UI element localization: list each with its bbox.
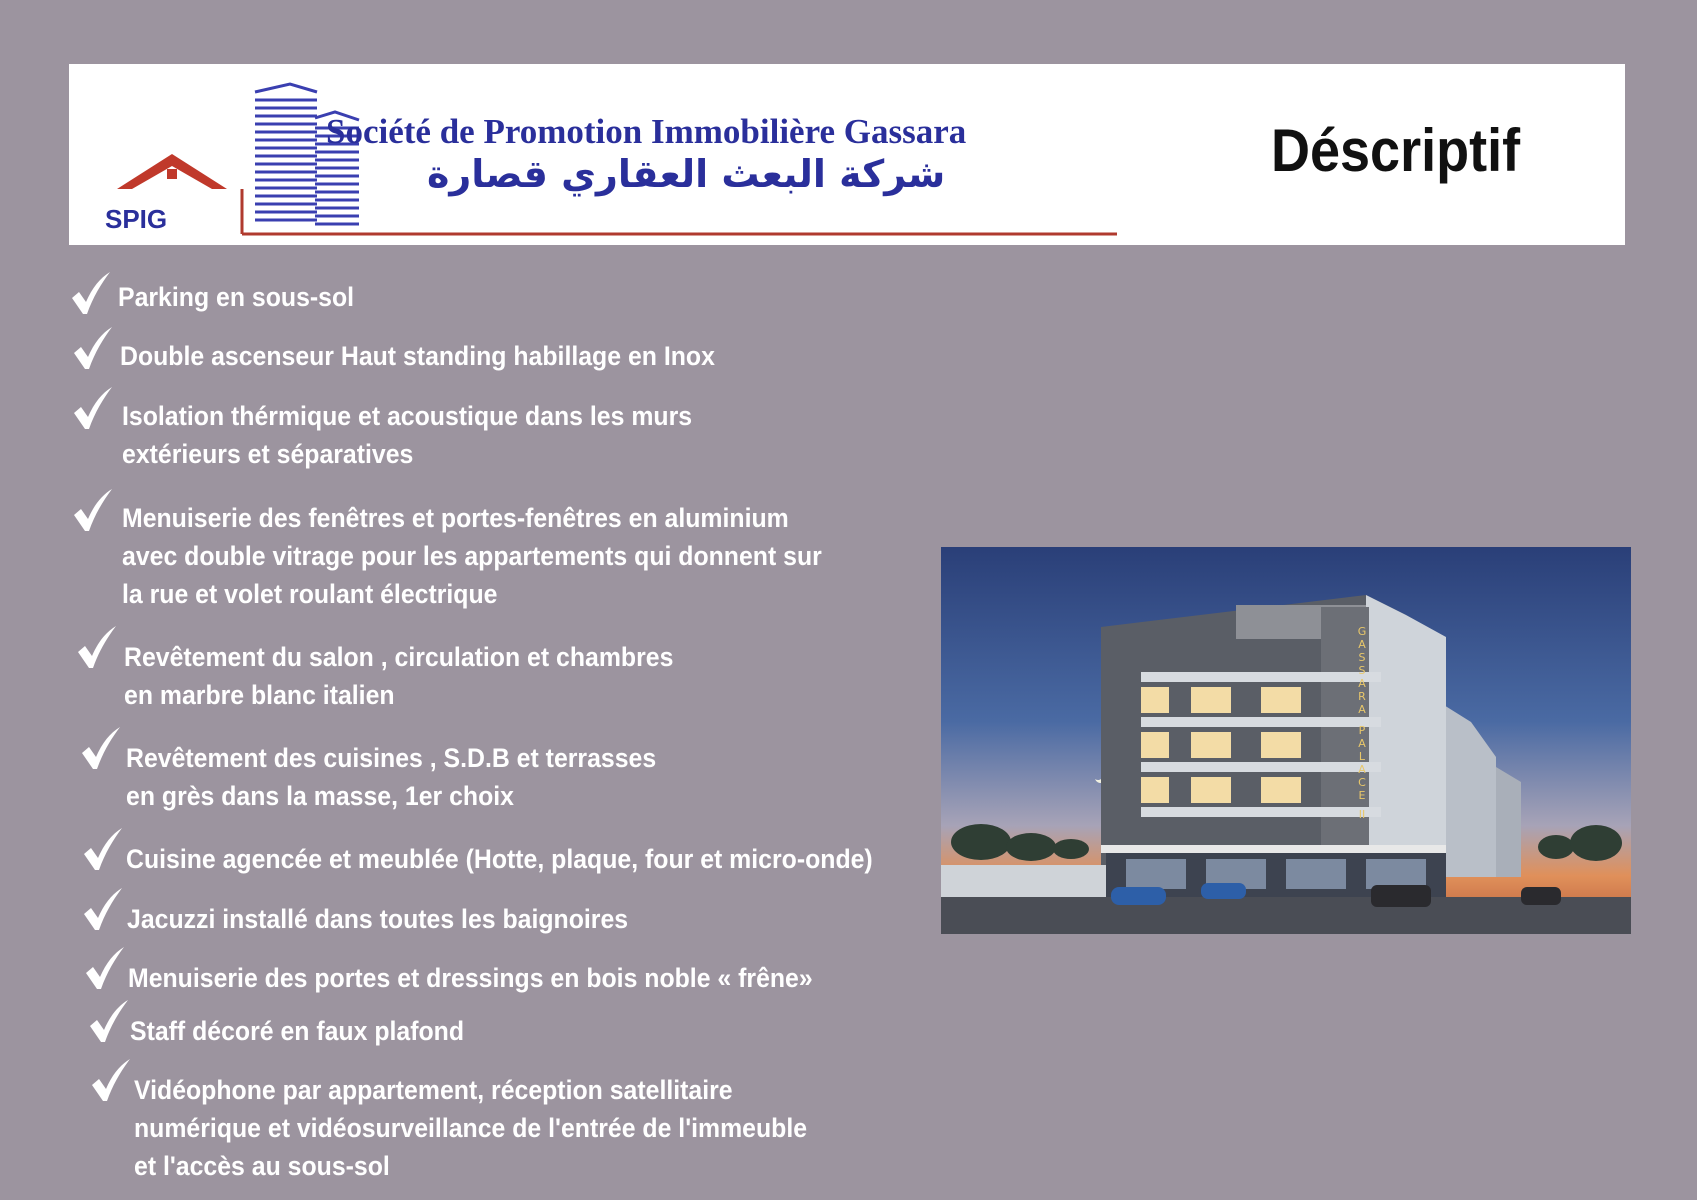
company-name-fr: Société de Promotion Immobilière Gassara [326,112,967,151]
feature-line: en marbre blanc italien [124,680,395,710]
feature-line: Revêtement du salon , circulation et chambres [124,642,674,672]
checkmark-icon [82,826,124,872]
sign-letter: G [1357,625,1367,638]
sign-letter: C [1358,776,1366,789]
feature-line: Jacuzzi installé dans toutes les baignoires [127,904,629,934]
logo-text: SPIG [105,204,168,234]
checkmark-icon [84,945,126,991]
feature-line: avec double vitrage pour les appartements qui donnent sur [122,541,822,571]
feature-line: Menuiserie des fenêtres et portes-fenêtres en aluminium [122,503,789,533]
sign-letter: S [1358,651,1366,664]
feature-line: Double ascenseur Haut standing habillage en Inox [120,341,715,371]
checkmark-icon [70,270,112,316]
checkmark-icon [72,325,114,371]
sign-letter: A [1358,737,1366,750]
page-title: Déscriptif [1271,117,1521,184]
feature-line: Revêtement des cuisines , S.D.B et terrasses [126,743,657,773]
feature-line: la rue et volet roulant électrique [122,579,498,609]
checkmark-icon [82,886,124,932]
feature-line: Isolation thérmique et acoustique dans les murs [122,401,693,431]
building-rendering [941,547,1631,934]
building-sign [1355,625,1369,821]
building-photo [941,547,1631,934]
sign-letter: A [1358,703,1366,716]
checkmark-icon [72,487,114,533]
sign-letter: A [1358,638,1366,651]
checkmark-icon [88,998,130,1044]
sign-letter: L [1358,750,1366,763]
sign-letter: P [1358,724,1366,737]
checkmark-icon [80,725,122,771]
feature-list [70,0,930,1200]
feature-line: et l'accès au sous-sol [134,1151,390,1181]
feature-line: Staff décoré en faux plafond [130,1016,465,1046]
sign-letter: A [1358,677,1366,690]
checkmark-icon [76,624,118,670]
sign-letter: A [1358,763,1366,776]
company-name-ar: شركة البعث العقاري قصارة [427,152,946,196]
feature-line: Menuiserie des portes et dressings en bois noble « frêne» [128,963,813,993]
sign-letter: R [1358,690,1366,703]
feature-line: Vidéophone par appartement, réception satellitaire [134,1075,733,1105]
feature-line: en grès dans la masse, 1er choix [126,781,514,811]
sign-letter: II [1358,808,1366,821]
checkmark-icon [72,385,114,431]
feature-line: numérique et vidéosurveillance de l'entrée de l'immeuble [134,1113,808,1143]
feature-line: extérieurs et séparatives [122,439,414,469]
sign-letter: S [1358,664,1366,677]
feature-line: Cuisine agencée et meublée (Hotte, plaque, four et micro-onde) [126,844,873,874]
sign-letter: E [1358,789,1366,802]
checkmark-icon [90,1057,132,1103]
feature-line: Parking en sous-sol [118,282,355,312]
